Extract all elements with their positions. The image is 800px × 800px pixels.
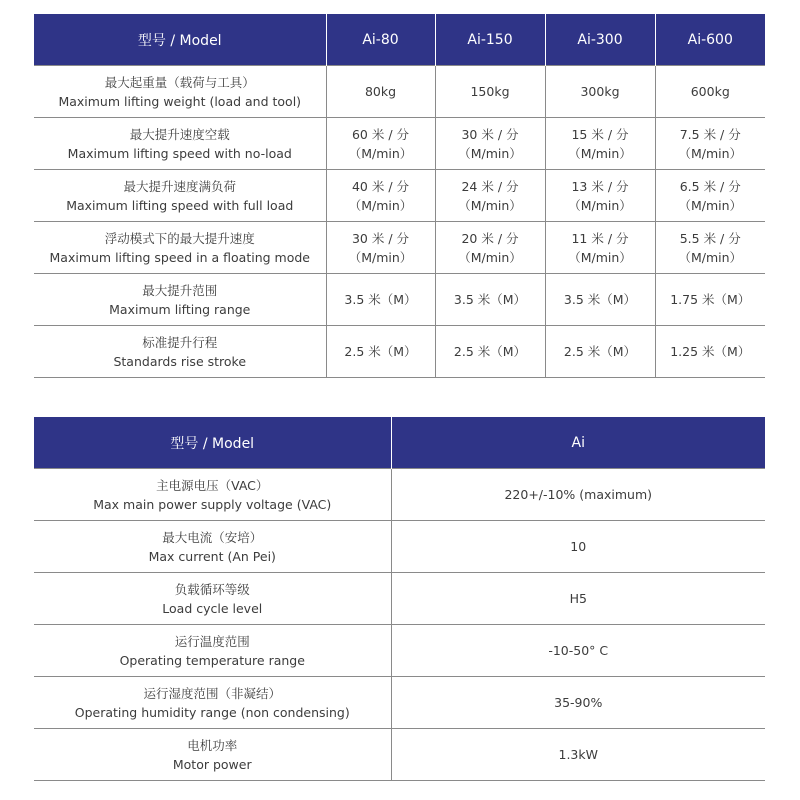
lifting-spec-table — [34, 14, 765, 378]
spec-value-cell — [545, 274, 655, 326]
table-row — [34, 573, 765, 625]
spec-value: （M/min） — [458, 249, 522, 265]
spec-label-cell — [34, 625, 391, 677]
spec-value: 60 米 / 分 — [351, 126, 410, 142]
spec-value: （M/min） — [568, 145, 632, 161]
electrical-spec-header — [34, 417, 765, 469]
spec-value: （M/min） — [458, 145, 522, 161]
table-row — [34, 66, 765, 118]
header-ai-80: Ai-80 — [326, 14, 435, 66]
spec-value: （M/min） — [678, 197, 743, 213]
spec-value-cell — [435, 222, 545, 274]
spec-value-cell — [435, 118, 545, 170]
spec-label-cn: 最大电流（安培） — [162, 529, 263, 545]
header-model: 型号 / Model — [34, 417, 391, 469]
spec-value-cell: 35-90% — [391, 677, 765, 729]
spec-label-cell — [34, 118, 326, 170]
spec-value: 150kg — [470, 84, 510, 99]
spec-value-cell — [545, 222, 655, 274]
spec-value: 30 米 / 分 — [461, 126, 519, 142]
table-row — [34, 677, 765, 729]
spec-label-cell — [34, 274, 326, 326]
spec-label-cn: 最大提升速度空载 — [129, 126, 230, 142]
spec-label-cn: 运行湿度范围（非凝结） — [143, 685, 281, 701]
spec-value-cell — [655, 274, 765, 326]
spec-value: （M/min） — [568, 249, 632, 265]
table-row — [34, 326, 765, 378]
spec-value: （M/min） — [348, 197, 413, 213]
table-row — [34, 469, 765, 521]
spec-value: （M/min） — [678, 249, 743, 265]
table-row — [34, 625, 765, 677]
spec-value-cell — [435, 170, 545, 222]
spec-value: 2.5 米（M） — [453, 344, 527, 359]
spec-value: 2.5 米（M） — [344, 344, 417, 359]
spec-value-cell: 220+/-10% (maximum) — [391, 469, 765, 521]
spec-value-cell — [545, 118, 655, 170]
spec-label-cell — [34, 66, 326, 118]
table-row — [34, 222, 765, 274]
spec-label-en: Operating temperature range — [119, 652, 305, 668]
spec-value-cell: -10-50° C — [391, 625, 765, 677]
spec-value-cell — [655, 66, 765, 118]
header-ai-600: Ai-600 — [655, 14, 765, 66]
spec-value: （M/min） — [458, 197, 522, 213]
header-ai-150: Ai-150 — [435, 14, 545, 66]
header-ai: Ai — [391, 417, 765, 469]
spec-label-cell — [34, 729, 391, 781]
spec-value-cell — [655, 118, 765, 170]
table-row — [34, 521, 765, 573]
spec-label-en: Load cycle level — [162, 600, 263, 616]
table-row — [34, 274, 765, 326]
lifting-spec-body — [34, 66, 765, 378]
spec-value-cell — [545, 326, 655, 378]
spec-value-cell: H5 — [391, 573, 765, 625]
spec-label-en: Operating humidity range (non condensing) — [74, 704, 350, 720]
spec-value-cell — [435, 274, 545, 326]
spec-value: 40 米 / 分 — [351, 178, 410, 194]
spec-value-cell — [655, 170, 765, 222]
spec-value: （M/min） — [348, 249, 413, 265]
spec-value: （M/min） — [568, 197, 632, 213]
spec-value: 3.5 米（M） — [344, 292, 417, 307]
spec-value-cell — [655, 222, 765, 274]
spec-value: 30 米 / 分 — [351, 230, 410, 246]
electrical-spec-table — [34, 417, 765, 781]
spec-label-cell — [34, 677, 391, 729]
spec-value: 6.5 米 / 分 — [679, 178, 741, 194]
table-row — [34, 729, 765, 781]
spec-label-cn: 浮动模式下的最大提升速度 — [104, 230, 255, 246]
spec-value: （M/min） — [678, 145, 743, 161]
spec-value: 15 米 / 分 — [571, 126, 629, 142]
spec-label-cn: 运行温度范围 — [174, 633, 250, 649]
spec-value-cell — [326, 118, 435, 170]
spec-value: 3.5 米（M） — [453, 292, 527, 307]
spec-label-cell — [34, 573, 391, 625]
spec-value-cell — [326, 222, 435, 274]
spec-label-en: Maximum lifting weight (load and tool) — [58, 93, 302, 109]
header-ai-300: Ai-300 — [545, 14, 655, 66]
spec-value-cell — [545, 66, 655, 118]
spec-label-cell — [34, 170, 326, 222]
spec-label-en: Maximum lifting speed in a floating mode — [49, 249, 310, 265]
spec-label-en: Maximum lifting speed with no-load — [67, 145, 292, 161]
spec-value-cell — [545, 170, 655, 222]
spec-value: （M/min） — [348, 145, 413, 161]
spec-label-cn: 负载循环等级 — [174, 581, 250, 597]
spec-value-cell — [326, 274, 435, 326]
spec-label-en: Max main power supply voltage (VAC) — [93, 496, 332, 512]
spec-label-cn: 最大提升速度满负荷 — [123, 178, 236, 194]
header-model: 型号 / Model — [34, 14, 326, 66]
spec-value-cell — [326, 326, 435, 378]
spec-label-cn: 主电源电压（VAC） — [156, 477, 269, 493]
spec-label-cell — [34, 521, 391, 573]
lifting-spec-header — [34, 14, 765, 66]
spec-label-cn: 电机功率 — [187, 737, 238, 753]
spec-value-cell — [435, 66, 545, 118]
spec-value: 24 米 / 分 — [461, 178, 519, 194]
spec-value-cell — [326, 66, 435, 118]
table-row — [34, 170, 765, 222]
spec-label-en: Standards rise stroke — [113, 353, 247, 369]
spec-value: 13 米 / 分 — [571, 178, 629, 194]
spec-value: 1.25 米（M） — [670, 344, 751, 359]
spec-label-cell — [34, 326, 326, 378]
table-row — [34, 118, 765, 170]
spec-value: 1.75 米（M） — [670, 292, 751, 307]
spec-label-cell — [34, 469, 391, 521]
header-row — [34, 14, 765, 66]
electrical-spec-body — [34, 469, 765, 781]
spec-value: 11 米 / 分 — [571, 230, 629, 246]
spec-value: 300kg — [580, 84, 620, 99]
spec-value: 2.5 米（M） — [563, 344, 637, 359]
spec-label-cell — [34, 222, 326, 274]
spec-value-cell: 1.3kW — [391, 729, 765, 781]
spec-label-en: Maximum lifting range — [109, 301, 251, 317]
spec-value: 80kg — [364, 84, 397, 99]
spec-value-cell: 10 — [391, 521, 765, 573]
spec-value-cell — [326, 170, 435, 222]
spec-value: 20 米 / 分 — [461, 230, 519, 246]
spec-label-cn: 最大提升范围 — [142, 282, 218, 298]
spec-value: 600kg — [690, 84, 730, 99]
header-row — [34, 417, 765, 469]
spec-value: 7.5 米 / 分 — [679, 126, 741, 142]
spec-value-cell — [435, 326, 545, 378]
spec-label-en: Max current (An Pei) — [148, 548, 276, 564]
spec-label-cn: 标准提升行程 — [142, 334, 218, 350]
spec-value: 5.5 米 / 分 — [679, 230, 741, 246]
spec-label-cn: 最大起重量（载荷与工具） — [104, 74, 255, 90]
spec-label-en: Motor power — [172, 756, 252, 772]
spec-value: 3.5 米（M） — [563, 292, 637, 307]
spec-value-cell — [655, 326, 765, 378]
spec-label-en: Maximum lifting speed with full load — [66, 197, 294, 213]
